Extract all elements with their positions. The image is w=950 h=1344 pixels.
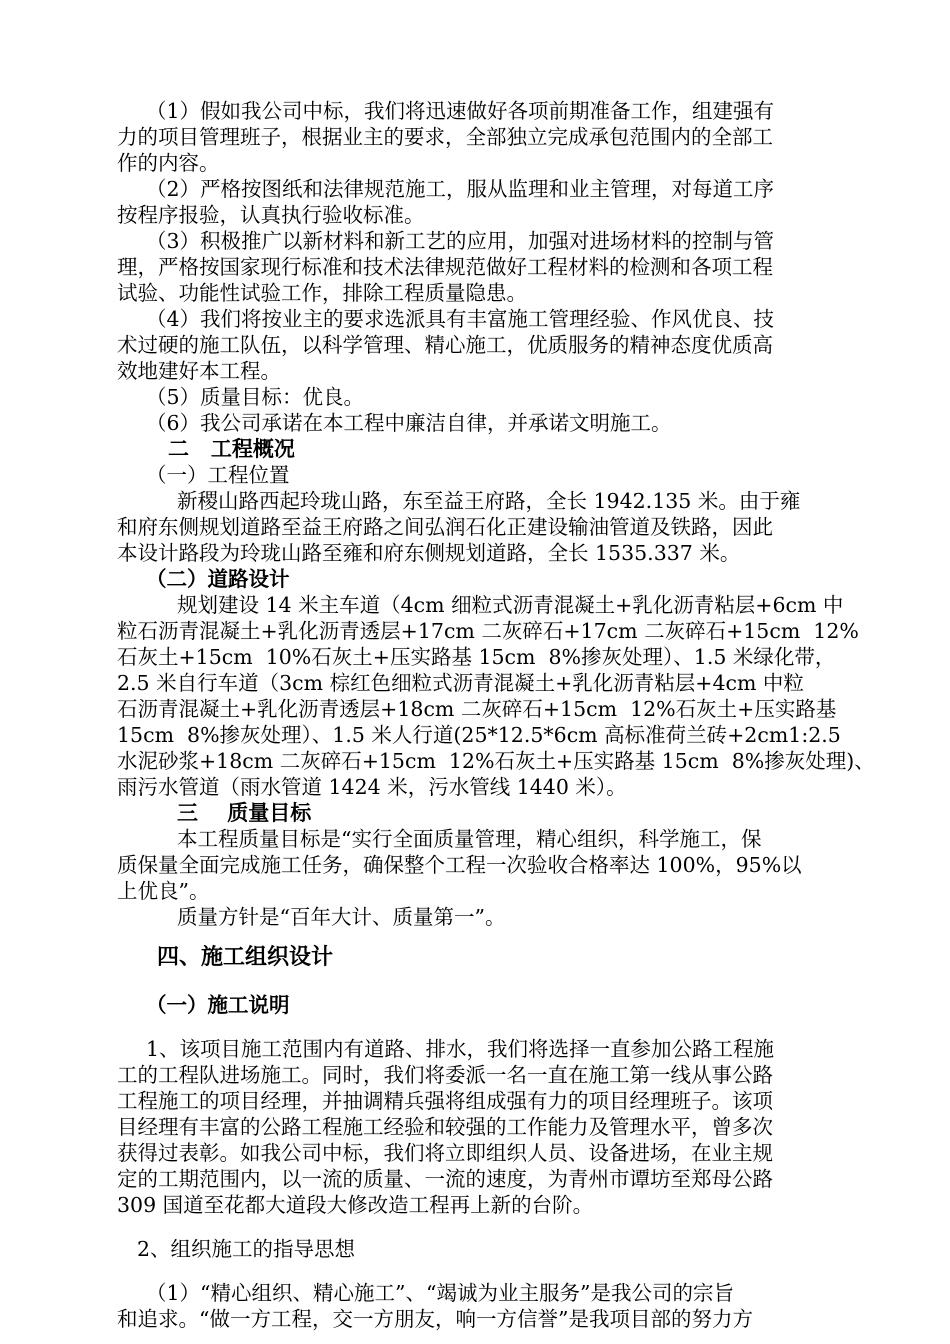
- guiding-thought-title: 2、组织施工的指导思想: [137, 1237, 356, 1261]
- notes-line-4: 目经理有丰富的公路工程施工经验和较强的工作能力及管理水平，曾多次: [117, 1115, 773, 1139]
- paragraph-1-line-2: 力的项目管理班子，根据业主的要求，全部独立完成承包范围内的全部工: [117, 125, 773, 149]
- paragraph-3-line-1: （3）积极推广以新材料和新工艺的应用，加强对进场材料的控制与管: [146, 229, 775, 253]
- road-design-line-3: 石灰土+15cm 10%石灰土+压实路基 15cm 8%掺灰处理）、1.5 米绿化带，: [117, 645, 836, 669]
- quality-line-2: 质保量全面完成施工任务，确保整个工程一次验收合格率达 100%，95%以: [117, 853, 802, 877]
- quality-policy: 质量方针是“百年大计、质量第一”。: [177, 905, 506, 929]
- subsection-location-title: （一）工程位置: [146, 463, 290, 487]
- location-line-3: 本设计路段为玲珑山路至雍和府东侧规划道路，全长 1535.337 米。: [117, 541, 741, 565]
- quality-line-3: 上优良”。: [117, 879, 210, 903]
- paragraph-2-line-1: （2）严格按图纸和法律规范施工，服从监理和业主管理，对每道工序: [146, 177, 775, 201]
- paragraph-6: （6）我公司承诺在本工程中廉洁自律，并承诺文明施工。: [146, 411, 672, 435]
- road-design-line-2: 粒石沥青混凝土+乳化沥青透层+17cm 二灰碎石+17cm 二灰碎石+15cm 12%: [117, 619, 859, 643]
- notes-line-7: 309 国道至花都大道段大修改造工程再上新的台阶。: [117, 1193, 594, 1217]
- quality-line-1: 本工程质量目标是“实行全面质量管理，精心组织，科学施工，保: [177, 827, 762, 851]
- road-design-line-1: 规划建设 14 米主车道（4cm 细粒式沥青混凝土+乳化沥青粘层+6cm 中: [177, 593, 844, 617]
- location-line-1: 新稷山路西起玲珑山路，东至益王府路，全长 1942.135 米。由于雍: [177, 489, 801, 513]
- road-design-line-6: 15cm 8%掺灰处理）、1.5 米人行道(25*12.5*6cm 高标准荷兰砖+2cm1:2.5: [117, 723, 841, 747]
- notes-line-3: 工程施工的项目经理，并抽调精兵强将组成强有力的项目经理班子。该项: [117, 1089, 773, 1113]
- section-2-heading: 二 工程概况: [168, 437, 295, 461]
- paragraph-1-line-1: （1）假如我公司中标，我们将迅速做好各项前期准备工作，组建强有: [146, 99, 775, 123]
- paragraph-3-line-3: 试验、功能性试验工作，排除工程质量隐患。: [117, 281, 527, 305]
- paragraph-1-line-3: 作的内容。: [117, 151, 220, 175]
- section-3-heading: 三 质量目标: [177, 801, 312, 825]
- notes-line-5: 获得过表彰。如我公司中标，我们将立即组织人员、设备进场，在业主规: [117, 1141, 773, 1165]
- paragraph-4-line-2: 术过硬的施工队伍，以科学管理、精心施工，优质服务的精神态度优质高: [117, 333, 773, 357]
- paragraph-2-line-2: 按程序报验，认真执行验收标准。: [117, 203, 425, 227]
- subsection-road-design-title: （二）道路设计: [146, 567, 290, 591]
- paragraph-4-line-1: （4）我们将按业主的要求选派具有丰富施工管理经验、作风优良、技: [146, 307, 775, 331]
- road-design-line-5: 石沥青混凝土+乳化沥青透层+18cm 二灰碎石+15cm 12%石灰土+压实路基: [117, 697, 837, 721]
- road-design-line-8: 雨污水管道（雨水管道 1424 米，污水管线 1440 米）。: [117, 775, 627, 799]
- notes-line-1: 1、该项目施工范围内有道路、排水，我们将选择一直参加公路工程施: [146, 1037, 775, 1061]
- road-design-line-4: 2.5 米自行车道（3cm 棕红色细粒式沥青混凝土+乳化沥青粘层+4cm 中粒: [117, 671, 804, 695]
- road-design-line-7: 水泥砂浆+18cm 二灰碎石+15cm 12%石灰土+压实路基 15cm 8%掺灰处理)、: [117, 749, 875, 773]
- section-4-heading: 四、施工组织设计: [157, 945, 334, 970]
- subsection-construction-notes-title: （一）施工说明: [146, 993, 290, 1017]
- guiding-line-2: 和追求。“做一方工程，交一方朋友，响一方信誉”是我项目部的努力方: [117, 1307, 753, 1331]
- guiding-line-1: （1）“精心组织、精心施工”、“竭诚为业主服务”是我公司的宗旨: [146, 1281, 734, 1305]
- paragraph-5: （5）质量目标：优良。: [146, 385, 365, 409]
- notes-line-6: 定的工期范围内，以一流的质量、一流的速度，为青州市谭坊至郑母公路: [117, 1167, 773, 1191]
- paragraph-3-line-2: 理，严格按国家现行标准和技术法律规范做好工程材料的检测和各项工程: [117, 255, 773, 279]
- location-line-2: 和府东侧规划道路至益王府路之间弘润石化正建设输油管道及铁路，因此: [117, 515, 773, 539]
- paragraph-4-line-3: 效地建好本工程。: [117, 359, 281, 383]
- notes-line-2: 工的工程队进场施工。同时，我们将委派一名一直在施工第一线从事公路: [117, 1063, 773, 1087]
